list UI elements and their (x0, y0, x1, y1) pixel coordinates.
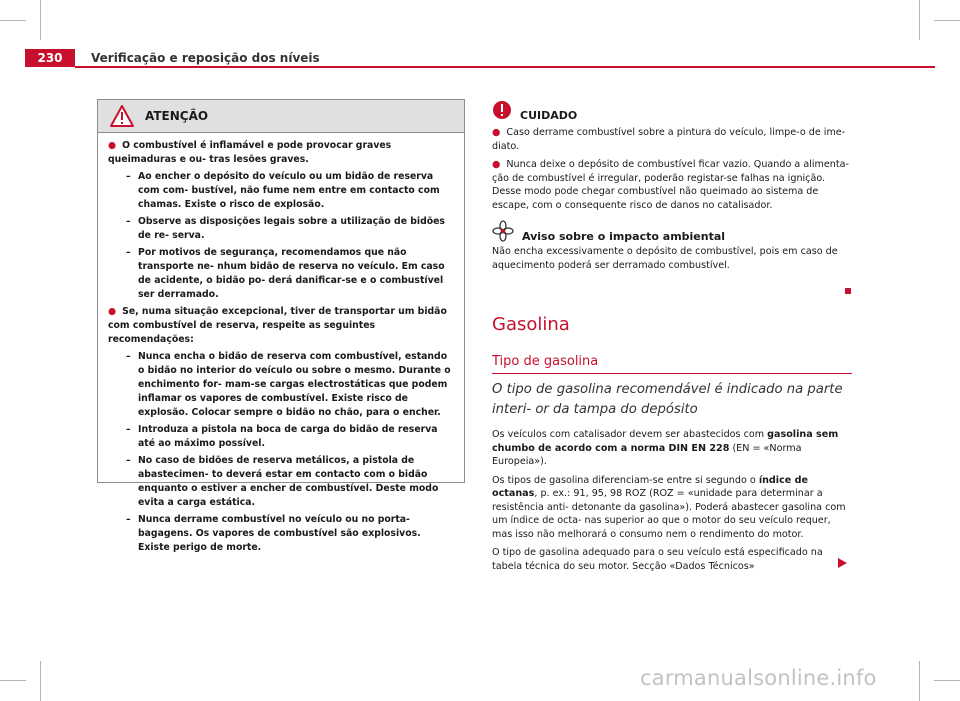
section-body (492, 428, 852, 578)
crop-mark (919, 0, 920, 40)
page-header (25, 49, 935, 67)
warning-subitem: – No caso de bidões de reserva metálicos, a pistola de abastecimen- to deverá estar em contacto com o bidão enquanto o estiver a encher de combustível. Deste modo evita a carga estática. (126, 455, 439, 508)
warning-subitem: – Nunca derrame combustível no veículo ou no porta-bagagens. Os vapores de combustível são explosivos. Existe perigo de morte. (126, 514, 421, 553)
warning-triangle-icon (109, 104, 135, 128)
warning-header (98, 100, 464, 133)
paragraph: O tipo de gasolina adequado para o seu veículo está especificado na tabela técnica do seu motor. Secção «Dados Técnicos» (492, 547, 823, 572)
warning-item: ● O combustível é inflamável e pode provocar graves queimaduras e ou- tras lesões graves. (108, 140, 392, 165)
crop-mark (919, 661, 920, 701)
paragraph: Os veículos com catalisador devem ser abastecidos com gasolina sem chumbo de acordo com a norma DIN EN 228 (EN = «Norma Europeia»). (492, 429, 839, 467)
end-of-section-mark (845, 288, 851, 294)
watermark: carmanualsonline.info (640, 666, 877, 690)
warning-body (98, 133, 464, 555)
caution-title: CUIDADO (520, 109, 578, 122)
paragraph: Os tipos de gasolina diferenciam-se entre si segundo o índice de octanas, p. ex.: 91, 95, 98 ROZ (ROZ = «unidade para determinar a resistência anti- detonante da gasolina»). Poderá abastecer gasolina com um índice de octa- nas superior ao que o motor do seu veículo requer, mas isso não melhorará o consumo nem o rendimento do motor. (492, 474, 846, 540)
environment-header (492, 220, 852, 242)
caution-item: ● Caso derrame combustível sobre a pintura do veículo, limpe-o de ime- diato. (492, 127, 846, 152)
warning-item: ● Se, numa situação excepcional, tiver de transportar um bidão com combustível de reserva, respeite as seguintes recomendações: (108, 306, 447, 345)
caution-item: ● Nunca deixe o depósito de combustível ficar vazio. Quando a alimenta- ção de combustível é irregular, poderão registar-se falhas na ignição. Desse modo pode chegar combustível não queimado ao sistema de escape, com o consequente risco de danos no catalisador. (492, 159, 849, 211)
environment-text: Não encha excessivamente o depósito de combustível, pois em caso de aquecimento poderá ser derramado combustível. (492, 246, 838, 271)
running-title: Verificação e reposição dos níveis (91, 51, 320, 65)
warning-subitem: – Ao encher o depósito do veículo ou um bidão de reserva com com- bustível, não fume nem entre em contacto com chamas. Existe o risco de explosão. (126, 171, 440, 210)
subsection-rule (492, 373, 852, 374)
lead-paragraph: O tipo de gasolina recomendável é indicado na parte interi- or da tampa do depósito (492, 382, 843, 417)
warning-box (97, 99, 465, 553)
environment-flower-icon (492, 220, 514, 242)
subsection-title: Tipo de gasolina (492, 354, 599, 369)
page-number: 230 (37, 51, 63, 65)
header-rule (75, 66, 935, 68)
warning-subitem: – Introduza a pistola na boca de carga do bidão de reserva até ao máximo possível. (126, 424, 438, 449)
crop-mark (40, 0, 41, 40)
crop-mark (934, 680, 960, 681)
warning-subitem: – Nunca encha o bidão de reserva com combustível, estando o bidão no interior do veículo ou sobre o mesmo. Durante o enchimento for- mam-se cargas electrostáticas que podem inflamar os vapores de combustível. Existe risco de explosão. Colocar sempre o bidão no chão, para o encher. (126, 351, 451, 418)
warning-subitem: – Por motivos de segurança, recomendamos que não transporte ne- nhum bidão de reserva no veículo. Em caso de acidente, o bidão po- derá danificar-se e o combustível ser derramado. (126, 247, 445, 300)
section-title: Gasolina (492, 314, 570, 335)
crop-mark (0, 680, 26, 681)
crop-mark (40, 661, 41, 701)
caution-exclamation-icon (492, 100, 512, 120)
environment-title: Aviso sobre o impacto ambiental (522, 230, 726, 243)
continue-arrow-icon (838, 558, 847, 568)
warning-title: ATENÇÃO (145, 109, 209, 123)
crop-mark (934, 20, 960, 21)
caution-header (492, 100, 852, 122)
crop-mark (0, 20, 26, 21)
warning-subitem: – Observe as disposições legais sobre a utilização de bidões de re- serva. (126, 216, 445, 241)
caution-body (492, 126, 852, 217)
